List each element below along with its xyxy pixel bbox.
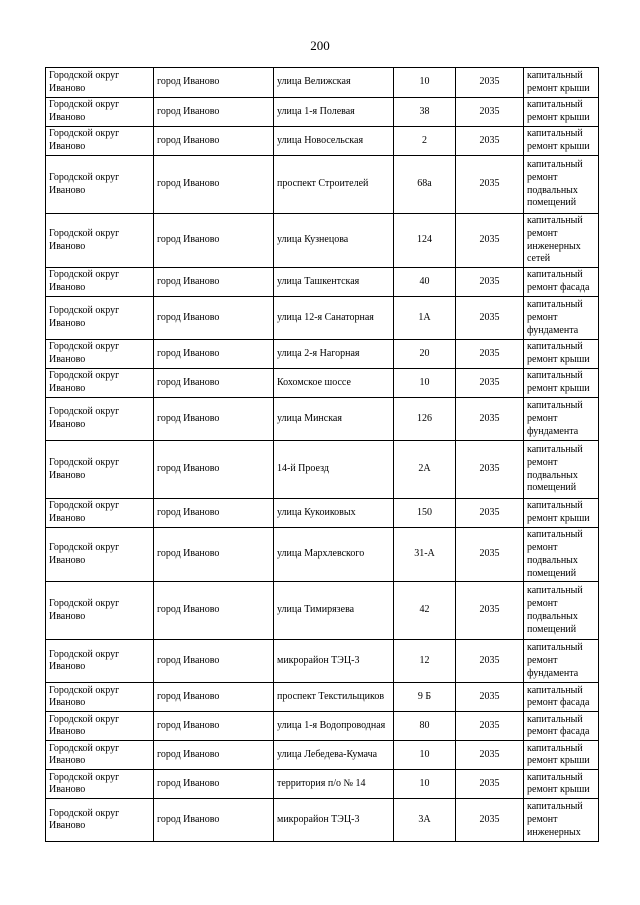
cell-city: город Иваново (154, 799, 274, 842)
cell-street: территория п/о № 14 (274, 770, 394, 799)
cell-house: 68а (394, 156, 456, 214)
cell-street: улица 1-я Полевая (274, 98, 394, 127)
cell-municipality: Городской округ Иваново (46, 268, 154, 297)
cell-street: микрорайон ТЭЦ-3 (274, 640, 394, 683)
cell-year: 2035 (456, 127, 524, 156)
cell-house: 3А (394, 799, 456, 842)
table-row (46, 268, 599, 297)
cell-street: улица Новосельская (274, 127, 394, 156)
table-row (46, 297, 599, 340)
cell-year: 2035 (456, 683, 524, 712)
cell-street: улица 2-я Нагорная (274, 340, 394, 369)
cell-work: капитальный ремонт подвальных помещений (524, 582, 599, 640)
cell-house: 10 (394, 68, 456, 98)
cell-year: 2035 (456, 98, 524, 127)
cell-city: город Иваново (154, 398, 274, 441)
table-row (46, 398, 599, 441)
cell-municipality: Городской округ Иваново (46, 799, 154, 842)
table-row (46, 127, 599, 156)
cell-year: 2035 (456, 582, 524, 640)
cell-year: 2035 (456, 214, 524, 268)
cell-work: капитальный ремонт подвальных помещений (524, 156, 599, 214)
repair-schedule-table (45, 67, 599, 842)
cell-house: 124 (394, 214, 456, 268)
cell-house: 38 (394, 98, 456, 127)
cell-year: 2035 (456, 68, 524, 98)
cell-street: проспект Текстильщиков (274, 683, 394, 712)
cell-city: город Иваново (154, 582, 274, 640)
cell-city: город Иваново (154, 369, 274, 398)
cell-municipality: Городской округ Иваново (46, 398, 154, 441)
cell-work: капитальный ремонт фасада (524, 268, 599, 297)
cell-house: 40 (394, 268, 456, 297)
cell-city: город Иваново (154, 214, 274, 268)
cell-municipality: Городской округ Иваново (46, 499, 154, 528)
cell-house: 10 (394, 770, 456, 799)
cell-year: 2035 (456, 340, 524, 369)
cell-city: город Иваново (154, 770, 274, 799)
cell-year: 2035 (456, 156, 524, 214)
cell-municipality: Городской округ Иваново (46, 441, 154, 499)
cell-work: капитальный ремонт крыши (524, 741, 599, 770)
cell-street: Кохомское шоссе (274, 369, 394, 398)
cell-house: 10 (394, 369, 456, 398)
table-body (46, 68, 599, 842)
cell-work: капитальный ремонт фундамента (524, 640, 599, 683)
table-row (46, 640, 599, 683)
cell-house: 150 (394, 499, 456, 528)
cell-house: 126 (394, 398, 456, 441)
table-row (46, 528, 599, 582)
cell-city: город Иваново (154, 528, 274, 582)
cell-street: улица Ташкентская (274, 268, 394, 297)
cell-street: улица Кузнецова (274, 214, 394, 268)
cell-year: 2035 (456, 369, 524, 398)
cell-municipality: Городской округ Иваново (46, 68, 154, 98)
cell-year: 2035 (456, 770, 524, 799)
table-row (46, 98, 599, 127)
table-row (46, 582, 599, 640)
cell-street: улица Велижская (274, 68, 394, 98)
cell-work: капитальный ремонт крыши (524, 340, 599, 369)
page-number: 200 (310, 38, 330, 53)
table-row (46, 68, 599, 98)
cell-city: город Иваново (154, 499, 274, 528)
cell-municipality: Городской округ Иваново (46, 214, 154, 268)
cell-year: 2035 (456, 398, 524, 441)
table-row (46, 799, 599, 842)
cell-street: улица Минская (274, 398, 394, 441)
cell-city: город Иваново (154, 441, 274, 499)
table-row (46, 770, 599, 799)
cell-work: капитальный ремонт фундамента (524, 297, 599, 340)
cell-municipality: Городской округ Иваново (46, 127, 154, 156)
cell-street: улица Кукоиковых (274, 499, 394, 528)
cell-municipality: Городской округ Иваново (46, 712, 154, 741)
cell-municipality: Городской округ Иваново (46, 369, 154, 398)
cell-work: капитальный ремонт крыши (524, 127, 599, 156)
table-row (46, 156, 599, 214)
cell-work: капитальный ремонт подвальных помещений (524, 441, 599, 499)
cell-work: капитальный ремонт крыши (524, 98, 599, 127)
cell-house: 2 (394, 127, 456, 156)
cell-year: 2035 (456, 741, 524, 770)
cell-municipality: Городской округ Иваново (46, 683, 154, 712)
cell-house: 10 (394, 741, 456, 770)
table-row (46, 741, 599, 770)
cell-city: город Иваново (154, 741, 274, 770)
cell-house: 9 Б (394, 683, 456, 712)
cell-city: город Иваново (154, 640, 274, 683)
cell-work: капитальный ремонт фасада (524, 683, 599, 712)
cell-house: 42 (394, 582, 456, 640)
cell-street: улица 12-я Санаторная (274, 297, 394, 340)
table-row (46, 683, 599, 712)
cell-year: 2035 (456, 528, 524, 582)
cell-house: 20 (394, 340, 456, 369)
table-row (46, 499, 599, 528)
cell-work: капитальный ремонт инженерных (524, 799, 599, 842)
cell-year: 2035 (456, 712, 524, 741)
cell-municipality: Городской округ Иваново (46, 582, 154, 640)
cell-municipality: Городской округ Иваново (46, 297, 154, 340)
table-row (46, 214, 599, 268)
cell-work: капитальный ремонт крыши (524, 68, 599, 98)
table-row (46, 369, 599, 398)
cell-year: 2035 (456, 297, 524, 340)
cell-municipality: Городской округ Иваново (46, 156, 154, 214)
cell-work: капитальный ремонт крыши (524, 369, 599, 398)
cell-house: 80 (394, 712, 456, 741)
cell-year: 2035 (456, 799, 524, 842)
table-row (46, 712, 599, 741)
cell-street: улица Тимирязева (274, 582, 394, 640)
cell-municipality: Городской округ Иваново (46, 528, 154, 582)
cell-city: город Иваново (154, 340, 274, 369)
cell-city: город Иваново (154, 68, 274, 98)
cell-street: улица Лебедева-Кумача (274, 741, 394, 770)
cell-street: улица Мархлевского (274, 528, 394, 582)
cell-house: 12 (394, 640, 456, 683)
cell-municipality: Городской округ Иваново (46, 98, 154, 127)
cell-work: капитальный ремонт фасада (524, 712, 599, 741)
cell-work: капитальный ремонт подвальных помещений (524, 528, 599, 582)
table-row (46, 441, 599, 499)
cell-municipality: Городской округ Иваново (46, 741, 154, 770)
cell-year: 2035 (456, 640, 524, 683)
cell-year: 2035 (456, 499, 524, 528)
cell-municipality: Городской округ Иваново (46, 770, 154, 799)
cell-city: город Иваново (154, 98, 274, 127)
cell-city: город Иваново (154, 683, 274, 712)
cell-city: город Иваново (154, 268, 274, 297)
table-row (46, 340, 599, 369)
cell-house: 1А (394, 297, 456, 340)
cell-work: капитальный ремонт фундамента (524, 398, 599, 441)
cell-work: капитальный ремонт крыши (524, 499, 599, 528)
cell-street: микрорайон ТЭЦ-3 (274, 799, 394, 842)
cell-city: город Иваново (154, 127, 274, 156)
cell-work: капитальный ремонт инженерных сетей (524, 214, 599, 268)
cell-municipality: Городской округ Иваново (46, 340, 154, 369)
cell-city: город Иваново (154, 297, 274, 340)
cell-year: 2035 (456, 268, 524, 297)
cell-city: город Иваново (154, 712, 274, 741)
cell-street: 14-й Проезд (274, 441, 394, 499)
cell-house: 31-А (394, 528, 456, 582)
cell-street: улица 1-я Водопроводная (274, 712, 394, 741)
cell-street: проспект Строителей (274, 156, 394, 214)
cell-municipality: Городской округ Иваново (46, 640, 154, 683)
cell-work: капитальный ремонт крыши (524, 770, 599, 799)
cell-city: город Иваново (154, 156, 274, 214)
cell-year: 2035 (456, 441, 524, 499)
cell-house: 2А (394, 441, 456, 499)
